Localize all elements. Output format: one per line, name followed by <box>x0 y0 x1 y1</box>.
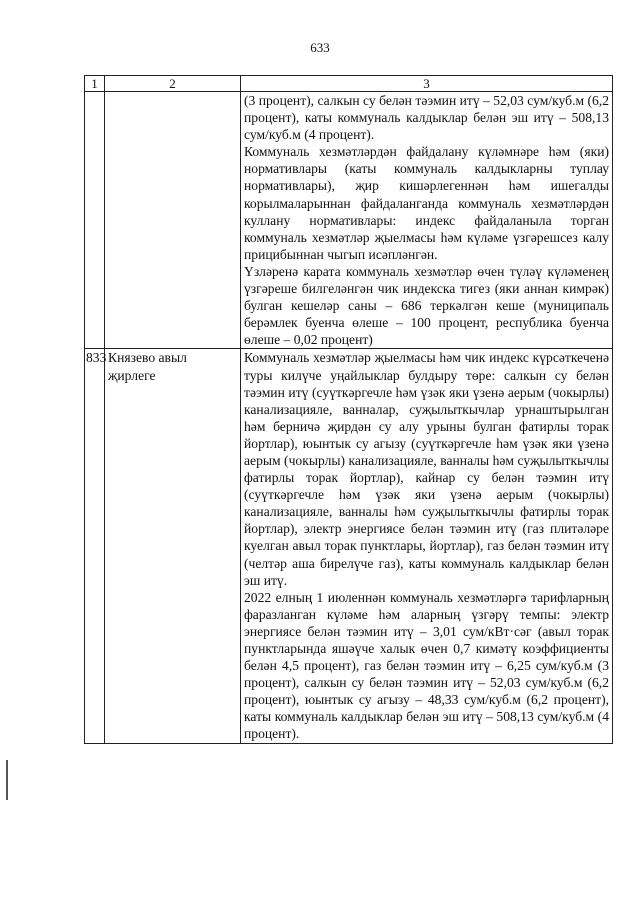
page-number: 633 <box>310 40 330 55</box>
row-number <box>85 92 105 349</box>
row-number: 833 <box>85 349 105 743</box>
description-cell <box>241 349 613 743</box>
table-header-row <box>85 76 613 92</box>
paragraph: Коммуналь хезмәтләрдән файдалану күләмнәре һәм (яки) нормативлары (каты коммуналь калдыкларны туплау нормативлары), җир кишәрлегеннән һәм ишегалды корылмаларыннан файдаланганда коммуналь хезмәтләрдән куллану нормативлары: индекс файдаланыла торган коммуналь хезмәтләр җыелмасы һәм күләме үзгәрешсез калу прицибыннан чыгып исәпләнгән. <box>244 144 609 262</box>
table-row <box>85 92 613 349</box>
header-cell-3: 3 <box>241 76 613 92</box>
scan-edge-mark <box>6 760 8 800</box>
paragraph: Коммуналь хезмәтләр җыелмасы һәм чик индекс күрсәткеченә туры килүче уңайлыклар булдыру төре: салкын су белән тәэмин итү (суүткәргечле һәм үзәк яки үзенә аерым (чокырлы) канализацияле, ванналар, суҗылыткычлар урнаштырылган һәм берничә җирдән су алу урыны булган фатирлы торак йортлар), юынтык су агызу (суүткәргечле һәм үзәк яки үзенә аерым (чокырлы) канализацияле, ванналы һәм суҗылыткычлы фатирлы торак йортлар), кайнар су белән тәэмин итү (суүткәргечле һәм үзәк яки үзенә аерым (чокырлы) канализацияле, ванналы һәм суҗылыткычлы фатирлы торак йортлар), электр энергиясе белән тәэмин итү (газ плитәләре куелган авыл торак пунктлары, йортлар), газ белән тәэмин итү (челтәр аша бирелүче газ), каты коммуналь калдыклар белән эш итү. <box>244 350 609 588</box>
header-cell-2: 2 <box>105 76 241 92</box>
header-cell-1: 1 <box>85 76 105 92</box>
paragraph: Үзләренә карата коммуналь хезмәтләр өчен түләү күләменең үзгәреше билгеләнгән чик индекска тигез (яки аннан кимрәк) булган кешеләр саны – 686 теркәлгән кеше (муниципаль берәмлек буенча өлеше – 100 процент, республика буенча өлеше – 0,02 процент) <box>244 263 609 348</box>
settlement-name: Князево авыл җирлеге <box>105 349 241 743</box>
paragraph: 2022 елның 1 июленнән коммуналь хезмәтләргә тарифларның фаразланган күләме һәм аларның үзгәрү темпы: электр энергиясе белән тәэмин итү – 3,01 сум/кВт·сәг (авыл торак пунктларында яшәүче халык өчен 0,7 кимәтү коэффициенты белән 4,5 процент), газ белән тәэмин итү – 6,25 сум/куб.м (3 процент), салкын су белән тәэмин итү – 52,03 сум/куб.м (6,2 процент), юынтык су агызу – 48,33 сум/куб.м (6,2 процент), каты коммуналь калдыклар белән эш итү – 508,13 сум/куб.м (4 процент). <box>244 589 609 742</box>
paragraph: (3 процент), салкын су белән тәэмин итү – 52,03 сум/куб.м (6,2 процент), каты коммуналь калдыклар белән эш итү – 508,13 сум/куб.м (4 процент). <box>244 93 609 143</box>
settlement-name <box>105 92 241 349</box>
table-row <box>85 349 613 743</box>
tariff-table <box>84 75 613 744</box>
description-cell <box>241 92 613 349</box>
